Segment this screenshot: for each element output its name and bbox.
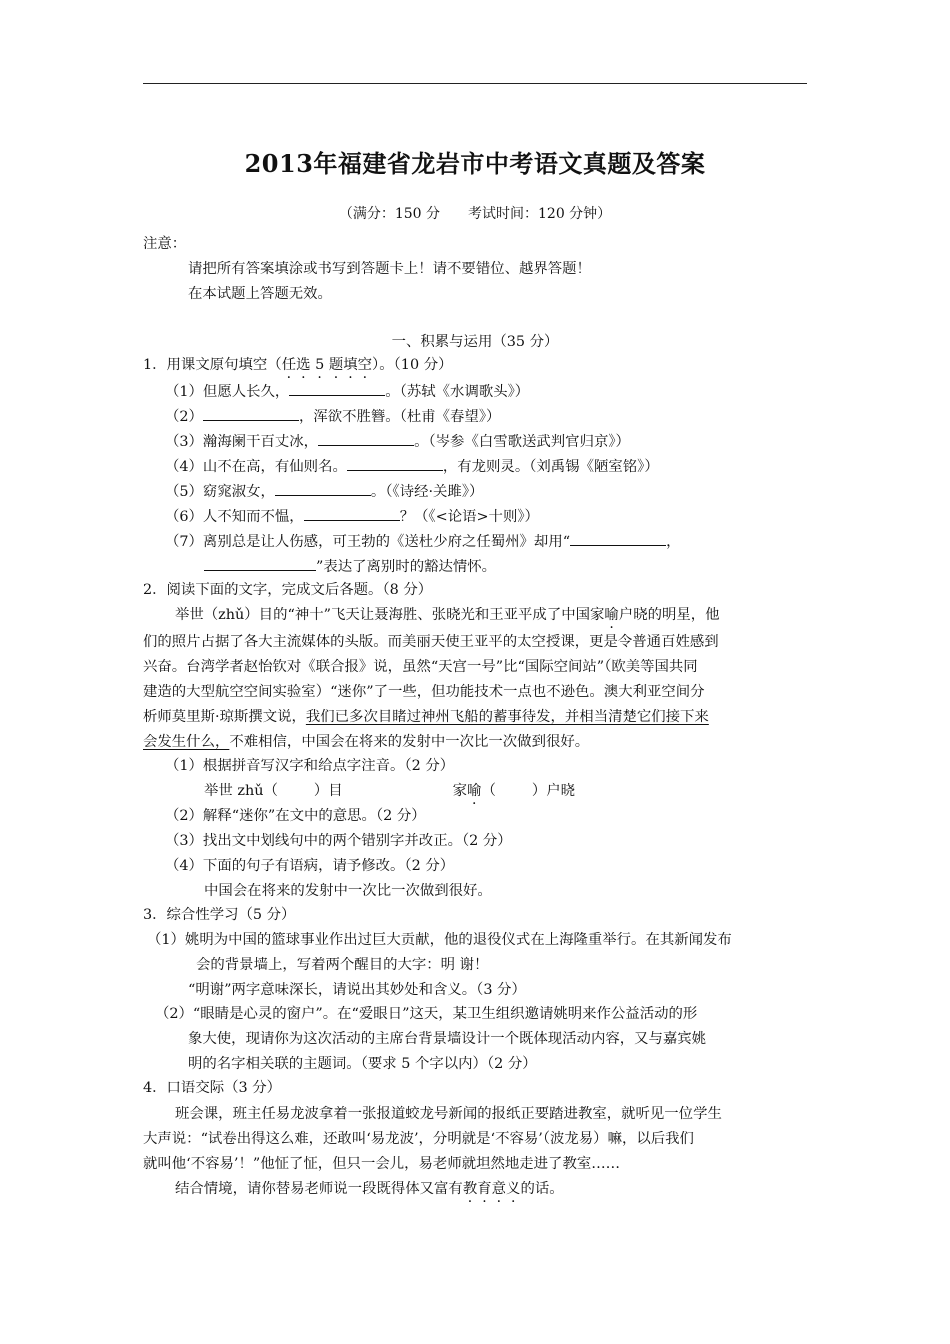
q2-sub-1: （1）根据拼音写汉字和给点字注音。（2 分）: [165, 758, 455, 774]
underlined-sentence: 会发生什么，: [143, 734, 230, 750]
q2-sub-2: （2）解释“迷你”在文中的意思。（2 分）: [165, 808, 426, 824]
q1-item-4: （4）山不在高，有仙则名。 ，有龙则灵。（刘禹锡《陋室铭》）: [165, 456, 659, 477]
q2-passage-line: 们的照片占据了各大主流媒体的头版。而美丽天使王亚平的太空授课，更是令普通百姓感到: [143, 634, 719, 650]
q3-sub-2-line: 明的名字相关联的主题词。（要求 5 个字以内）（2 分）: [188, 1056, 537, 1072]
q3-sub-1-line: “明谢”两字意味深长，请说出其妙处和含义。（3 分）: [188, 982, 526, 998]
exam-info: （满分：150 分 考试时间：120 分钟）: [338, 206, 612, 222]
underlined-sentence: 我们已多次目睹过神州飞船的蓄事待发，并相当清楚它们接下来: [305, 709, 709, 725]
answer-blank[interactable]: [289, 381, 385, 396]
q1-item-7-cont: ”表达了离别时的豁达情怀。: [204, 556, 496, 577]
header-rule: [143, 83, 807, 84]
q3-sub-2-line: （2）“眼睛是心灵的窗户”。在“爱眼日”这天，某卫生组织邀请姚明来作公益活动的形: [155, 1006, 698, 1022]
q3-stem: 3．综合性学习（5 分）: [143, 907, 296, 923]
notice-label: 注意：: [143, 236, 187, 252]
q2-passage-line: 建造的大型航空空间实验室）“迷你”了一些，但功能技术一点也不逊色。澳大利亚空间分: [143, 684, 705, 700]
answer-blank[interactable]: [275, 481, 371, 496]
notice-line-2: 在本试题上答题无效。: [188, 286, 332, 302]
q3-sub-2-line: 象大使，现请你为这次活动的主席台背景墙设计一个既体现活动内容，又与嘉宾姚: [188, 1031, 707, 1047]
q2-passage-line: 会发生什么，不难相信，中国会在将来的发射中一次比一次做到很好。: [143, 734, 590, 750]
q1-dotted-text: 任选 5 · 题填空: [282, 357, 372, 373]
q1-stem: 1．用课文原句填空（任选 5 · 题填空）。（10 分）: [143, 355, 452, 375]
answer-blank[interactable]: [570, 531, 666, 546]
q1-item-3: （3）瀚海阑干百丈冰， 。（岑参《白雪歌送武判官归京》）: [165, 431, 630, 452]
q2-passage-line: 兴奋。台湾学者赵怡钦对《联合报》说，虽然“天宫一号”比“国际空间站”（欧美等国共同: [143, 659, 698, 675]
q4-passage-line: 大声说：“试卷出得这么难，还敢叫‘易龙波’，分明就是‘不容易’（波龙易）嘛，以后我们: [143, 1131, 694, 1147]
q3-sub-1-line: （1）姚明为中国的篮球事业作出过巨大贡献，他的退役仪式在上海隆重举行。在其新闻发布: [147, 932, 732, 948]
page-title: 2013年福建省龙岩市中考语文真题及答案: [244, 149, 706, 178]
q1-item-1: （1）但愿人长久， 。（苏轼《水调歌头》）: [165, 381, 529, 402]
q4-stem: 4．口语交际（3 分）: [143, 1080, 282, 1096]
q1-item-2: （2） ，浑欲不胜簪。（杜甫《春望》）: [165, 406, 500, 427]
answer-blank[interactable]: [318, 431, 414, 446]
answer-blank[interactable]: [347, 456, 443, 471]
q1-item-7: （7）离别总是让人伤感，可王勃的《送杜少府之任蜀州》却用“ ，: [165, 531, 680, 552]
q2-stem: 2．阅读下面的文字，完成文后各题。（8 分）: [143, 582, 433, 598]
answer-blank[interactable]: [204, 556, 316, 571]
q3-sub-1-line: 会的背景墙上，写着两个醒目的大字：明 谢！: [196, 957, 489, 973]
q2-sub-3: （3）找出文中划线句中的两个错别字并改正。（2 分）: [165, 833, 512, 849]
q4-prompt: 结合情境，请你替易老师说一段既得体又富有教育意义的话。: [175, 1181, 564, 1197]
answer-blank[interactable]: [203, 406, 299, 421]
section-heading: 一、积累与运用（35 分）: [391, 334, 559, 350]
q2-sub-4-line: 中国会在将来的发射中一次比一次做到很好。: [204, 883, 492, 899]
q2-sub-4: （4）下面的句子有语病，请予修改。（2 分）: [165, 858, 455, 874]
q1-item-6: （6）人不知而不愠， ？（《<论语>十则》）: [165, 506, 539, 527]
q4-passage-line: 就叫他‘不容易’！”他怔了怔，但只一会儿，易老师就坦然地走进了教室……: [143, 1156, 621, 1172]
q4-passage-line: 班会课，班主任易龙波拿着一张报道蛟龙号新闻的报纸正要踏进教室，就听见一位学生: [175, 1106, 722, 1122]
q2-sub-1-line: 举世 zhǔ（ ）目 家喻（ ）户晓: [204, 783, 576, 799]
notice-line-1: 请把所有答案填涂或书写到答题卡上！请不要错位、越界答题！: [188, 261, 591, 277]
q2-passage-line: 举世（zhǔ）目的“神十”飞天让聂海胜、张晓光和王亚平成了中国家喻户晓的明星，他: [175, 607, 720, 623]
answer-blank[interactable]: [304, 506, 400, 521]
q1-item-5: （5）窈窕淑女， 。（《诗经·关雎》）: [165, 481, 483, 502]
q2-passage-line: 析师莫里斯·琼斯撰文说，我们已多次目睹过神州飞船的蓄事待发，并相当清楚它们接下来: [143, 709, 709, 725]
